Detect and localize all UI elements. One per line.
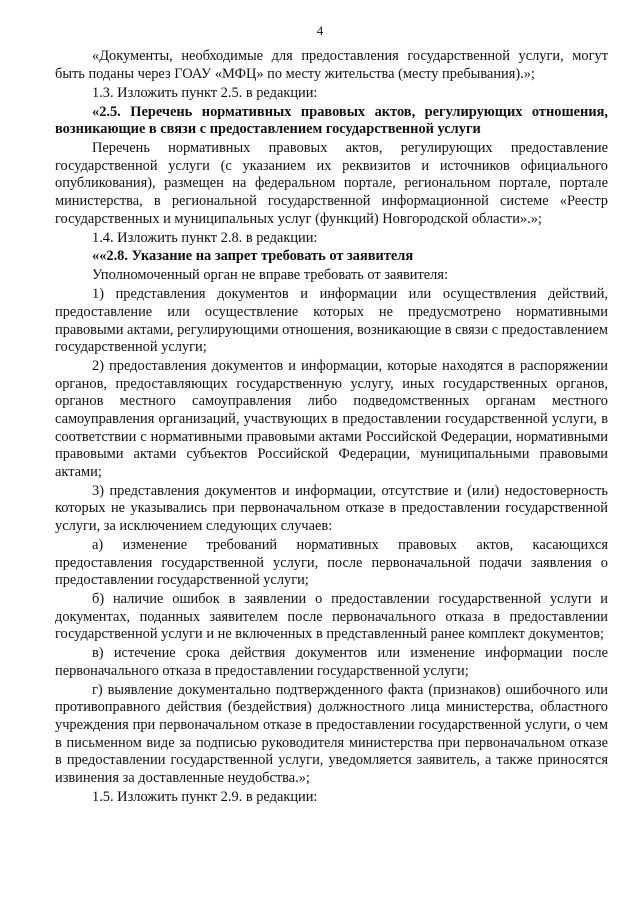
sub-item-a: а) изменение требований нормативных правовых актов, касающихся предоставления государственной услуги, после первоначальной подачи заявления о предоставлении государственной услуги; — [55, 536, 608, 589]
sub-item-g: г) выявление документально подтвержденного факта (признаков) ошибочного или противоправного действия (бездействия) должностного лица министерства, областного учреждения при первоначальном отказе в предоставлении государственной услуги, о чем в письменном виде за подписью руководителя министерства при первоначальном отказе в предоставлении государственной услуги, уведомляется заявитель, а также приносятся извинения за доставленные неудобства.»; — [55, 681, 608, 786]
paragraph-amend-2-9: 1.5. Изложить пункт 2.9. в редакции: — [92, 788, 318, 805]
list-item-3: 3) представления документов и информации, отсутствие и (или) недостоверность которых не указывались при первоначальном отказе в предоставлении государственной услуги, за исключением следующих случаев: — [55, 482, 608, 534]
list-item-2: 2) предоставления документов и информации, которые находятся в распоряжении органов, предоставляющих государственную услугу, иных государственных органов, органов местного самоуправления либо подведомственных органам местного самоуправления организаций, участвующих в предоставлении государственной услуги, в соответствии с нормативными правовыми актами Российской Федерации, нормативными правовыми актами субъектов Российской Федерации, муниципальными правовыми актами; — [55, 358, 608, 480]
document-body — [55, 48, 608, 808]
page-number: 4 — [316, 23, 324, 38]
sub-item-v: в) истечение срока действия документов или изменение информации после первоначального отказа в предоставлении государственной услуги; — [55, 645, 608, 679]
paragraph-mfc-documents: «Документы, необходимые для предоставления государственной услуги, могут быть поданы через ГОАУ «МФЦ» по месту жительства (месту пребывания).»; — [55, 48, 608, 82]
paragraph-authority-restriction: Уполномоченный орган не вправе требовать от заявителя: — [92, 267, 448, 284]
paragraph-amend-2-8: 1.4. Изложить пункт 2.8. в редакции: — [92, 229, 318, 246]
paragraph-legal-acts-list: Перечень нормативных правовых актов, регулирующих предоставление государственной услуги (с указанием их реквизитов и источников официального опубликования), размещен на федеральном портале, региональном портале, портале министерства, в региональной государственной информационной системе «Реестр государственных и муниципальных услуг (функций) Новгородской области».»; — [55, 140, 608, 227]
paragraph-amend-2-5: 1.3. Изложить пункт 2.5. в редакции: — [92, 84, 318, 101]
section-heading-2-5: «2.5. Перечень нормативных правовых актов, регулирующих отношения, возникающие в связи с предоставлением государственной услуги — [55, 103, 608, 138]
list-item-1: 1) представления документов и информации или осуществления действий, предоставление или осуществление которых не предусмотрено нормативными правовыми актами, регулирующими отношения, возникающие в связи с предоставлением государственной услуги; — [55, 286, 608, 356]
sub-item-b: б) наличие ошибок в заявлении о предоставлении государственной услуги и документах, поданных заявителем после первоначального отказа в предоставлении государственной услуги и не включенных в представленный ранее комплект документов; — [55, 591, 608, 643]
section-heading-2-8: ««2.8. Указание на запрет требовать от заявителя — [92, 248, 414, 265]
